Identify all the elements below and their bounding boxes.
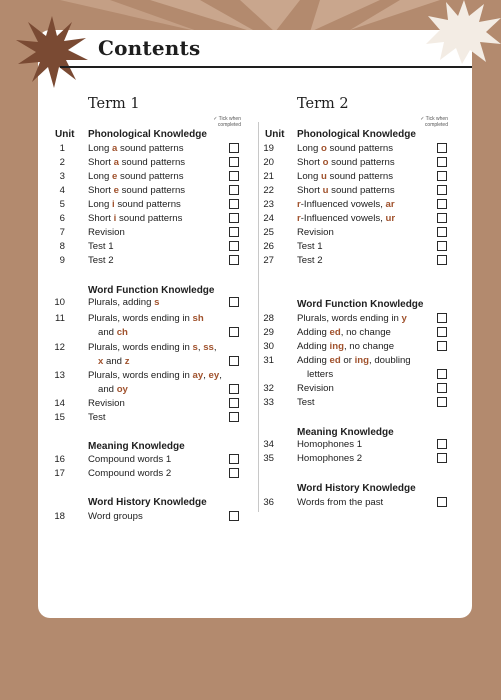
letter-pattern: e bbox=[113, 185, 119, 196]
letter-pattern: z bbox=[124, 356, 130, 367]
unit-title bbox=[88, 212, 182, 225]
unit-title-text: Revision bbox=[88, 398, 125, 409]
unit-title-text: sound patterns bbox=[118, 185, 186, 196]
completion-checkbox[interactable] bbox=[437, 213, 447, 223]
tick-note-term-1: ✓ Tick when completed bbox=[213, 116, 241, 128]
unit-number: 35 bbox=[263, 453, 274, 464]
completion-checkbox[interactable] bbox=[437, 369, 447, 379]
unit-number: 5 bbox=[59, 199, 65, 210]
letter-pattern: o bbox=[321, 143, 327, 154]
unit-title-text: Long bbox=[88, 199, 113, 210]
section-heading-meaning-term-1: Meaning Knowledge bbox=[88, 441, 185, 452]
unit-title-text: sound patterns bbox=[326, 143, 394, 154]
term-1-title: Term 1 bbox=[88, 96, 140, 112]
completion-checkbox[interactable] bbox=[229, 213, 239, 223]
unit-title-text: Plurals, words ending in bbox=[88, 313, 193, 324]
unit-title-text: , no change bbox=[343, 341, 395, 352]
completion-checkbox[interactable] bbox=[229, 255, 239, 265]
unit-number: 14 bbox=[54, 398, 65, 409]
unit-title-text: , bbox=[213, 342, 217, 353]
letter-pattern: u bbox=[321, 171, 327, 182]
unit-title bbox=[297, 354, 411, 367]
unit-title bbox=[297, 382, 334, 395]
unit-number: 31 bbox=[263, 355, 274, 366]
unit-title-text: Test 1 bbox=[297, 241, 323, 252]
completion-checkbox[interactable] bbox=[437, 255, 447, 265]
completion-checkbox[interactable] bbox=[229, 398, 239, 408]
unit-title-text: and bbox=[98, 327, 117, 338]
unit-title-text: sound patterns bbox=[326, 171, 394, 182]
unit-number: 29 bbox=[263, 327, 274, 338]
unit-title bbox=[297, 184, 395, 197]
unit-number: 21 bbox=[263, 171, 274, 182]
letter-pattern: y bbox=[401, 313, 407, 324]
completion-checkbox[interactable] bbox=[437, 171, 447, 181]
unit-number: 27 bbox=[263, 255, 274, 266]
unit-title-text: Long bbox=[88, 171, 113, 182]
unit-number: 36 bbox=[263, 497, 274, 508]
unit-number: 9 bbox=[59, 255, 65, 266]
unit-title bbox=[88, 198, 181, 211]
completion-checkbox[interactable] bbox=[229, 297, 239, 307]
unit-title-text: Short bbox=[88, 213, 114, 224]
unit-title bbox=[297, 226, 334, 239]
unit-title-text: Plurals, words ending in bbox=[88, 370, 193, 381]
term-2-title: Term 2 bbox=[297, 96, 349, 112]
completion-checkbox[interactable] bbox=[229, 454, 239, 464]
unit-number: 34 bbox=[263, 439, 274, 450]
unit-number: 15 bbox=[54, 412, 65, 423]
unit-number: 6 bbox=[59, 213, 65, 224]
completion-checkbox[interactable] bbox=[229, 327, 239, 337]
unit-number: 33 bbox=[263, 397, 274, 408]
letter-pattern: ss bbox=[203, 342, 214, 353]
unit-title-continuation bbox=[98, 355, 129, 368]
unit-title bbox=[88, 411, 106, 424]
unit-title-text: Homophones 2 bbox=[297, 453, 363, 464]
completion-checkbox[interactable] bbox=[437, 199, 447, 209]
unit-title-text: Plurals, words ending in bbox=[297, 313, 402, 324]
completion-checkbox[interactable] bbox=[437, 397, 447, 407]
unit-title bbox=[297, 438, 362, 451]
completion-checkbox[interactable] bbox=[229, 199, 239, 209]
letter-pattern: x bbox=[98, 356, 104, 367]
unit-number: 19 bbox=[263, 143, 274, 154]
unit-number: 28 bbox=[263, 313, 274, 324]
letter-pattern: ay bbox=[192, 370, 204, 381]
unit-title bbox=[88, 510, 143, 523]
unit-title bbox=[297, 496, 383, 509]
unit-title-text: Short bbox=[297, 157, 323, 168]
unit-title bbox=[88, 184, 185, 197]
completion-checkbox[interactable] bbox=[229, 384, 239, 394]
completion-checkbox[interactable] bbox=[437, 497, 447, 507]
unit-title-text: Long bbox=[88, 143, 113, 154]
unit-title bbox=[88, 397, 125, 410]
unit-title-text: Short bbox=[297, 185, 323, 196]
unit-number: 25 bbox=[263, 227, 274, 238]
completion-checkbox[interactable] bbox=[229, 241, 239, 251]
unit-number: 30 bbox=[263, 341, 274, 352]
letter-pattern: ing bbox=[354, 355, 370, 366]
unit-number: 32 bbox=[263, 383, 274, 394]
completion-checkbox[interactable] bbox=[437, 241, 447, 251]
letter-pattern: ur bbox=[385, 213, 396, 224]
letter-pattern: ed bbox=[329, 355, 341, 366]
unit-title-text: Adding bbox=[297, 341, 330, 352]
unit-title bbox=[88, 467, 171, 480]
completion-checkbox[interactable] bbox=[437, 313, 447, 323]
section-heading-word-history-term-2: Word History Knowledge bbox=[297, 483, 416, 494]
completion-checkbox[interactable] bbox=[229, 171, 239, 181]
unit-title-continuation bbox=[98, 326, 128, 339]
unit-title-text: Short bbox=[88, 157, 114, 168]
completion-checkbox[interactable] bbox=[437, 341, 447, 351]
unit-title-text: Revision bbox=[297, 227, 334, 238]
letter-pattern: oy bbox=[116, 384, 128, 395]
unit-title bbox=[297, 326, 391, 339]
letter-pattern: ey bbox=[208, 370, 220, 381]
unit-number: 8 bbox=[59, 241, 65, 252]
unit-number: 24 bbox=[263, 213, 274, 224]
completion-checkbox[interactable] bbox=[437, 185, 447, 195]
letter-pattern: sh bbox=[192, 313, 204, 324]
unit-title-text: Test 1 bbox=[88, 241, 114, 252]
completion-checkbox[interactable] bbox=[229, 143, 239, 153]
letter-pattern: i bbox=[113, 213, 117, 224]
unit-number: 23 bbox=[263, 199, 274, 210]
unit-title bbox=[88, 296, 159, 309]
unit-title bbox=[297, 142, 393, 155]
unit-title bbox=[88, 312, 204, 325]
unit-title bbox=[297, 312, 407, 325]
unit-number: 7 bbox=[59, 227, 65, 238]
unit-header-term-1: Unit bbox=[55, 129, 75, 140]
section-heading-word-history-term-1: Word History Knowledge bbox=[88, 497, 207, 508]
unit-title-text: letters bbox=[307, 369, 334, 380]
unit-title-text: Words from the past bbox=[297, 497, 384, 508]
unit-title bbox=[88, 453, 171, 466]
unit-title-text: Plurals, words ending in bbox=[88, 342, 193, 353]
unit-number: 2 bbox=[59, 157, 65, 168]
unit-title bbox=[297, 340, 394, 353]
unit-number: 4 bbox=[59, 185, 65, 196]
completion-checkbox[interactable] bbox=[437, 227, 447, 237]
unit-title-text: Long bbox=[297, 171, 322, 182]
unit-title-text: Adding bbox=[297, 355, 330, 366]
letter-pattern: ch bbox=[116, 327, 128, 338]
unit-title bbox=[297, 240, 323, 253]
unit-number: 26 bbox=[263, 241, 274, 252]
unit-title bbox=[297, 396, 315, 409]
letter-pattern: s bbox=[192, 342, 198, 353]
unit-title-text: Plurals, adding bbox=[88, 297, 155, 308]
unit-title-text: -Influenced vowels, bbox=[300, 213, 386, 224]
unit-header-term-2: Unit bbox=[265, 129, 285, 140]
unit-title-text: sound patterns bbox=[328, 185, 395, 196]
unit-title-text: Compound words 1 bbox=[88, 454, 172, 465]
unit-title bbox=[88, 240, 114, 253]
letter-pattern: r bbox=[297, 213, 301, 224]
section-heading-word-function-term-2: Word Function Knowledge bbox=[297, 299, 424, 310]
unit-title bbox=[297, 452, 362, 465]
unit-title-text: sound patterns bbox=[117, 143, 184, 154]
unit-title-text: or bbox=[340, 355, 355, 366]
unit-title-text: , no change bbox=[340, 327, 391, 338]
unit-title-text: Test 2 bbox=[88, 255, 114, 266]
page-title: Contents bbox=[98, 36, 201, 60]
unit-number: 3 bbox=[59, 171, 65, 182]
completion-checkbox[interactable] bbox=[437, 157, 447, 167]
unit-title bbox=[88, 156, 185, 169]
starburst-left-icon bbox=[16, 16, 88, 88]
unit-title bbox=[297, 198, 395, 211]
completion-checkbox[interactable] bbox=[229, 185, 239, 195]
unit-title-text: Adding bbox=[297, 327, 330, 338]
unit-number: 18 bbox=[54, 511, 65, 522]
unit-title-text: Test bbox=[88, 412, 106, 423]
unit-title-text: and bbox=[103, 356, 125, 367]
section-heading-meaning-term-2: Meaning Knowledge bbox=[297, 427, 394, 438]
unit-title-text: Revision bbox=[297, 383, 334, 394]
completion-checkbox[interactable] bbox=[437, 439, 447, 449]
completion-checkbox[interactable] bbox=[229, 511, 239, 521]
letter-pattern: s bbox=[154, 297, 160, 308]
letter-pattern: u bbox=[322, 185, 329, 196]
unit-title bbox=[88, 369, 222, 382]
unit-title-text: sound patterns bbox=[114, 199, 181, 210]
unit-title-text: Compound words 2 bbox=[88, 468, 172, 479]
unit-number: 20 bbox=[263, 157, 274, 168]
unit-title-text: Revision bbox=[88, 227, 125, 238]
unit-title-text: , bbox=[197, 342, 204, 353]
completion-checkbox[interactable] bbox=[229, 227, 239, 237]
completion-checkbox[interactable] bbox=[437, 143, 447, 153]
unit-title-text: sound patterns bbox=[116, 213, 183, 224]
unit-title-continuation bbox=[307, 368, 333, 381]
section-heading-phonological-term-2: Phonological Knowledge bbox=[297, 129, 416, 140]
completion-checkbox[interactable] bbox=[437, 327, 447, 337]
unit-number: 22 bbox=[263, 185, 274, 196]
completion-checkbox[interactable] bbox=[437, 383, 447, 393]
unit-number: 11 bbox=[55, 313, 65, 324]
unit-title bbox=[297, 212, 395, 225]
unit-title bbox=[88, 226, 125, 239]
unit-title-text: Long bbox=[297, 143, 322, 154]
letter-pattern: a bbox=[113, 157, 119, 168]
unit-title-text: Word groups bbox=[88, 511, 143, 522]
completion-checkbox[interactable] bbox=[229, 356, 239, 366]
letter-pattern: ing bbox=[329, 341, 344, 352]
unit-title-text: Test bbox=[297, 397, 315, 408]
completion-checkbox[interactable] bbox=[229, 157, 239, 167]
title-rule bbox=[60, 66, 472, 68]
letter-pattern: e bbox=[112, 171, 118, 182]
letter-pattern: o bbox=[322, 157, 329, 168]
completion-checkbox[interactable] bbox=[229, 412, 239, 422]
unit-number: 12 bbox=[54, 342, 65, 353]
unit-title-text: Test 2 bbox=[297, 255, 323, 266]
unit-number: 1 bbox=[59, 143, 65, 154]
unit-title-text: and bbox=[98, 384, 117, 395]
letter-pattern: i bbox=[112, 199, 115, 210]
unit-number: 17 bbox=[54, 468, 65, 479]
unit-title bbox=[88, 170, 184, 183]
section-heading-word-function-term-1: Word Function Knowledge bbox=[88, 285, 215, 296]
unit-number: 10 bbox=[54, 297, 65, 308]
tick-note-term-2: ✓ Tick when completed bbox=[420, 116, 448, 128]
completion-checkbox[interactable] bbox=[229, 468, 239, 478]
unit-title bbox=[297, 156, 395, 169]
unit-title bbox=[88, 341, 217, 354]
unit-title-text: , bbox=[219, 370, 222, 381]
unit-title bbox=[297, 254, 323, 267]
letter-pattern: a bbox=[112, 143, 118, 154]
completion-checkbox[interactable] bbox=[437, 453, 447, 463]
unit-number: 13 bbox=[54, 370, 65, 381]
unit-title bbox=[297, 170, 393, 183]
section-heading-phonological-term-1: Phonological Knowledge bbox=[88, 129, 207, 140]
unit-title-text: sound patterns bbox=[328, 157, 395, 168]
unit-number: 16 bbox=[54, 454, 65, 465]
unit-title-continuation bbox=[98, 383, 128, 396]
unit-title-text: Homophones 1 bbox=[297, 439, 363, 450]
letter-pattern: r bbox=[297, 199, 301, 210]
unit-title bbox=[88, 254, 114, 267]
letter-pattern: ed bbox=[329, 327, 341, 338]
letter-pattern: ar bbox=[385, 199, 395, 210]
unit-title-text: Short bbox=[88, 185, 114, 196]
unit-title-text: , doubling bbox=[369, 355, 411, 366]
unit-title-text: sound patterns bbox=[118, 157, 186, 168]
unit-title bbox=[88, 142, 184, 155]
starburst-right-icon bbox=[424, 0, 501, 64]
unit-title-text: sound patterns bbox=[117, 171, 184, 182]
unit-title-text: , bbox=[203, 370, 209, 381]
unit-title-text: -Influenced vowels, bbox=[300, 199, 386, 210]
